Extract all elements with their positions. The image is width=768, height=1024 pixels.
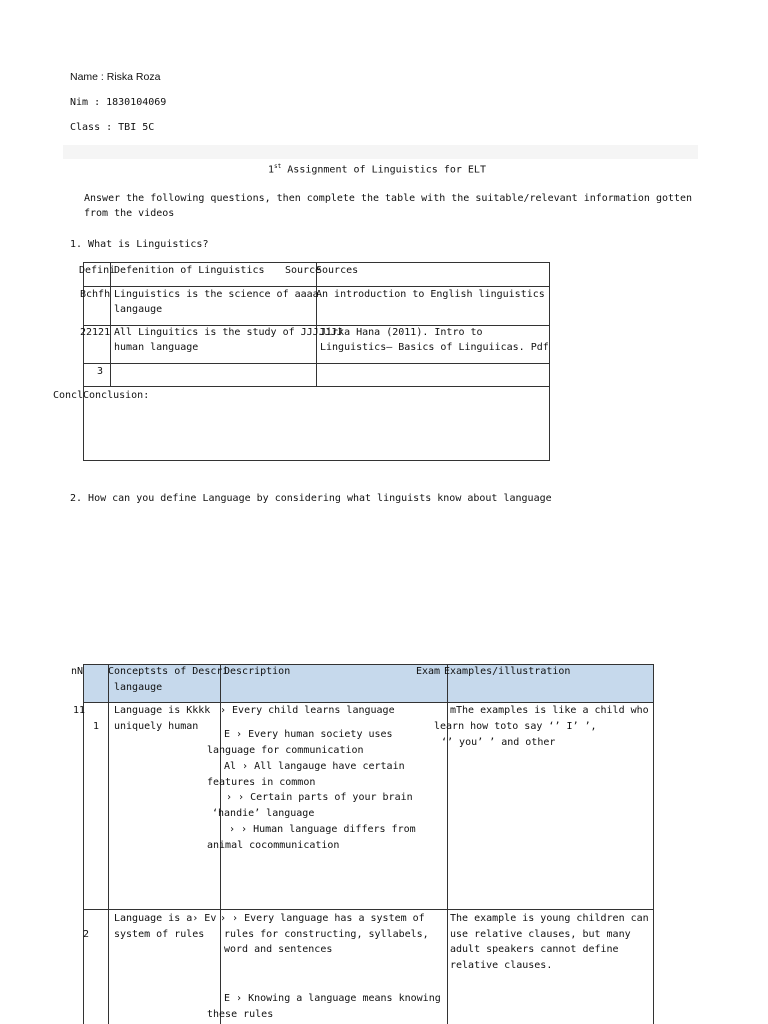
table2-concept-cell: Language is a› Ev [114,913,217,924]
assignment-title: 1st Assignment of Linguistics for ELT [268,163,486,176]
table1-overlap-text: Source [285,265,322,276]
table2-example-cell: adult speakers cannot define [450,944,619,955]
table1-definition-cell: langauge [114,304,163,315]
description-item: features in common [207,777,316,788]
table1-definition-cell: All Linguitics is the study of JJJJJJJ [114,327,343,338]
table2-example-cell: mThe examples is like a child who [450,705,649,716]
table1-overlap-text: Bchfh [80,289,111,300]
instruction-line-1: Answer the following questions, then complete the table with the suitable/relevant information gotten [84,193,693,204]
table2-header-concepts: Conceptsts of Descri [108,666,229,677]
table1-source-cell: Linguistics– Basics of Linguiicas. Pdf [320,342,549,353]
table1-source-cell: Jirka Hana (2011). Intro to [320,327,483,338]
description-item: ‘handie’ language [212,808,315,819]
description-item: word and sentences [224,944,333,955]
table2-example-cell: ‘’ you’ ’ and other [441,737,556,748]
table2-overlap-text: nN [71,666,84,677]
table2-header-examples: Examples/illustration [444,666,571,677]
separator-band [63,145,698,159]
table1-overlap-text: Defini [79,265,116,276]
table1-definition-cell: Linguistics is the science of aaaa [114,289,319,300]
table1-header-sources: Sources [316,265,359,276]
description-item: E › Knowing a language means knowing [224,993,441,1004]
table2-concept-cell: system of rules [114,929,205,940]
table1-definition-cell: human language [114,342,199,353]
description-item: › › Every language has a system of [220,913,425,924]
table1-row-number: 3 [97,366,104,377]
description-item: language for communication [207,745,364,756]
description-item: › › Certain parts of your brain [226,792,413,803]
description-item: animal cocommunication [207,840,340,851]
table1-conclusion: Conclusion: [83,390,150,401]
table2-row-number: 2 [83,929,90,940]
table1-source-cell: An introduction to English linguistics [316,289,545,300]
table2-concept-cell: Language is Kkkk [114,705,211,716]
table2-overlap-text: 11 [73,705,86,716]
description-item: E › Every human society uses [224,729,393,740]
table2-example-cell: The example is young children can [450,913,649,924]
instruction-line-2: from the videos [84,208,175,219]
table2-header-concepts: langauge [114,682,163,693]
student-nim: Nim : 1830104069 [70,97,167,108]
description-item: › Every child learns language [220,705,395,716]
table2-row-number: 1 [93,721,100,732]
question-2: 2. How can you define Language by considering what linguists know about language [70,493,552,504]
description-item: these rules [207,1009,274,1020]
table1-overlap-text: 22121 [80,327,111,338]
table2-example-cell: learn how toto say ‘’ I’ ’, [434,721,597,732]
table1-overlap-text: Concl [53,390,84,401]
table2-example-cell: relative clauses. [450,960,553,971]
table2-header-description: Description [224,666,291,677]
description-item: › › Human language differs from [229,824,416,835]
student-class: Class : TBI 5C [70,122,155,133]
table2-overlap-text: Exam [416,666,441,677]
question-1: 1. What is Linguistics? [70,239,209,250]
table2-example-cell: use relative clauses, but many [450,929,631,940]
table1-header-definition: Defenition of Linguistics [114,265,265,276]
table2-concept-cell: uniquely human [114,721,199,732]
student-name: Name : Riska Roza [70,71,161,83]
description-item: Al › All langauge have certain [224,761,405,772]
description-item: rules for constructing, syllabels, [224,929,429,940]
